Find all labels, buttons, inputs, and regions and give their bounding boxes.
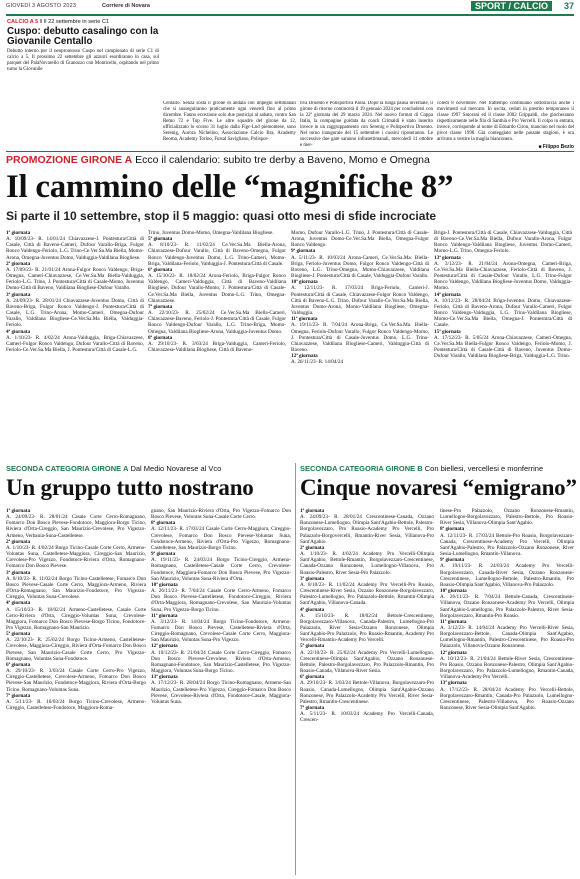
fixture-list: A. 5/11/23- R. 10/03/24 Arona-Cameri, Ce.Ver.Sa.Ma. Biella-Briga, Feriolo-Juventus Domo, Fulgor Ronco Valdengo-Città di Baveno, L.G. Trino-Omegna, Momo-Chiavazzese, Valdilana Biogliese-J. Pontestura/Città di Casale, Valduggia-Dufour Varallo.	[291, 254, 429, 280]
secA-1-column	[6, 508, 146, 874]
fixture-list: A. 26/11/23- R. 14/04/24	[291, 359, 344, 366]
promo-1-column	[6, 230, 144, 462]
fixture-list: gnano, San Maurizio-Riviera d'Orta, Pro Vigezzo-Fomarco Don Bosco Pievese, Voluntas Suna-Casale Corte Cerro.	[151, 508, 291, 521]
round-label: 7ª giornata	[148, 303, 173, 310]
fixture-list: A. 19/11/23- R. 24/03/24 Borgo Ticino-Cireggio, Armeno-Romagnano, Castelletese-Casale Corte Cerro, Crevolese-Fondotoce, Maggiora-Fomarco Don Bosco Pievese, Pro Vigezzo-San Maurizio, Voluntas Suna-Riviera d'Orta.	[151, 557, 291, 582]
fixture-list: A. 19/11/23- R. 7/04/24 Arona-Briga, Ce.Ver.Sa.Ma. Biella-Omegna, Feriolo-Dufour Varallo, Fulgor Ronco Valdengo-Momo, J. Pontestura/Città di Casale-Juventus Domo, L.G. Trino-Chiavazzese, Valdilana Biogliese-Cameri, Valduggia-Città di Baveno.	[291, 322, 429, 353]
round-label: 2ª giornata	[6, 260, 31, 267]
round-label: 13ª giornata	[434, 254, 461, 261]
round-label: 2ª giornata	[300, 544, 325, 551]
secB-kicker	[300, 465, 543, 473]
section-rule	[6, 151, 574, 152]
round-label: 9ª giornata	[151, 551, 176, 558]
fixture-list: A. 22/10/23- R. 25/02/24 Borgo Ticino-Armeno, Castelletese-Crevolese, Maggiora-Cireggio, Riviera d'Orta-Fomarco Don Bosco Pievese, San Maurizio-Casale Corte Cerro, Pro Vigezzo-Romagnano, Voluntas Suna-Fondotoce.	[6, 637, 146, 662]
fixture-list: A. 19/11/23- R. 24/03/24 Academy Pro Vercelli-Borgolavezzaro, Canada-River Sesia, Ozzano Ronzonese-Crescentinese, Lumellogno-Bettole, Palestro-Rmantin, Pro Roasio-Olimpia Sant'Agabio, Villanova-Pro Palazzolo.	[440, 563, 574, 588]
fixture-list: A. 22/10/23- R. 25/02/24 Ce.Ver.Sa.Ma Biella-Cameri, Chiavazzese-Baveno, Feriolo-J. Pontestura/Città di Casale, Fulgor Ronco Valdengo-Dufour Varallo, L.G. Trino-Briga, Momo-Omegna, Valdilana Biogliese-Arona, Valduggia-Juventus Domo.	[148, 310, 286, 335]
fixture-list: A. 8/10/23- R. 11/02/24 Academy Pro Vercelli-Pro Roasio, Crescentinese-River Sesia, Ozzano Ronzonese-Borgolavezzaro, Palestro-Lumellogno, Pro Palazzolo-Bettole, Rmantin-Olimpia Sant'Agabio, Villanova-Canada.	[300, 581, 434, 607]
fixture-list: A. 8/10/23- R. 11/02/24 Ce.Ver.Sa.Ma Biella-Arona, Chiavazzese-Dufour Varallo, Città di Baveno-Omegna, Fulgor Ronco Valdengo-Juventus Domo, L.G. Trino-Cameri, Momo-Briga, Valdilana-Feriolo, Valduggia-J. Pontestura/Città di Casale.	[148, 242, 286, 267]
fixture-list: Briga-J. Pontestura/Città di Casale, Chiavazzese-Valduggia, Città di Baveno-Ce.Ver.Sa.Ma Biella, Dufour Varallo-Arona, Fulgor Ronco Valdengo-Valdilana Biogliese, Juventus Domo-Cameri, Momo-L.G. Trino, Omegna-Feriolo.	[434, 230, 572, 255]
section-label: SPORT / CALCIO	[471, 1, 552, 11]
fixture-list: A. 24/09/23- R. 28/01/24 Crescentinese-Canada, Ozzano Ronzonese-Lumellogno, Olimpia Sant'Agabio-Bettole, Palestro-Borgolavezzaro, Pro Roasio-Academy Pro Vercelli, Pro Palazzolo-Borgovercelli, Rmantin-River Sesia, Villanova-Pro Sant'Agabio.	[300, 514, 434, 545]
fixture-list: A. 12/11/23- R. 17/03/24 Briga-Feriolo, Cameri-J. Pontestura/Città di Casale, Chiavazzese-Fulgor Ronco Valdengo, Città di Baveno-L.G. Trino, Dufour Varallo-Ce.Ver.Sa.Ma Biella, Juventus Domo-Arona, Momo-Valdilana Biogliese, Omegna-Valduggia.	[291, 285, 429, 317]
column-divider	[295, 463, 296, 875]
round-label: 9ª giornata	[440, 557, 465, 564]
secB-tag: SECONDA CATEGORIA GIRONE B	[300, 464, 423, 473]
round-label: 13ª giornata	[440, 680, 467, 687]
cuspo-title: Cuspo: debutto casalingo con la Giovanile Centallo	[7, 26, 159, 47]
fixture-list: A. 26/11/23- R. 7/04/24 Casale Corte Cerro-Armeno, Fomarco Don Bosco Pievese-Castelletese, Fondotoce-Cireggio, Riviera d'Orta-Maggiora, Romagnano-Crevolese, San Maurizio-Voluntas Suna, Pro Vigezzo-Borgo Ticino.	[151, 588, 291, 613]
cuspo-kicker-tag: CALCIO A 5	[7, 19, 39, 25]
round-label: 1ª giornata	[6, 508, 31, 514]
fixture-list: A. 8/10/23- R. 11/02/24 Borgo Ticino-Castelletese, Fomarco Don Bosco Pievese-Casale Corte Cerro, Maggiora-Armeno, Riviera d'Orta-Romagnano, San Maurizio-Fondotoce, Pro Vigezzo-Cireggio, Voluntas Suna-Crevolese.	[6, 575, 146, 601]
fixture-list: A. 10/12/23- R. 28/04/24 Briga-Juventus Domo, Chiavazzese-Feriolo, Città di Baveno-Arona, Dufour Varallo-Cameri, Fulgor Ronco Valdengo-Valduggia, L.G. Trino-Valdilana Biogliese, Momo-Ce.Ver.Sa.Ma Biella, Omegna-J. Pontestura/Città di Casale.	[434, 297, 572, 329]
round-label: 5ª giornata	[300, 643, 325, 650]
cuspo-kicker	[7, 19, 159, 25]
fixture-list: A. 10/12/23- R. 21/04/24 Casale Corte Cerro-Cireggio, Fomarco Don Bosco Pievese-Crevolese, Riviera d'Orta-Armeno, Romagnano-Fondotoce, San Maurizio-Castelletese, Pro Vigezzo-Maggiora, Voluntas Suna-Borgo Ticino.	[151, 649, 291, 675]
cuspo-body-col2: Centallo. Senza sosta il girone di andata con impegni settimanali che si susseguiranno praticamente ogni venerdì fino al primo dicembre. Fanno eccezione solo due posticipi al sabato, contro San Remo 72 e Top Five. Le altre squadre del girone da 12, ufficializzato lo scorso 31 luglio dalla Figc-Lnd piemontese, sono Serenig, Aurora Nichelino, Associazione Calcio Bra, Academy Reoma, Academy Torino, Futsal Savigliano, Polispor-	[163, 101, 296, 142]
secA-kicker	[6, 465, 221, 473]
round-label: 11ª giornata	[440, 618, 467, 625]
fixture-list: A. 15/10/23- R. 18/02/24 Armeno-Castelletese, Casale Corte Cerro-Riviera d'Orta, Cireggio-Voluntas Suna, Crevolese-Maggiora, Fomarco Don Bosco Pievese-Borgo Ticino, Fondotoce-Pro Vigezzo, Romagnano-San Maurizio.	[6, 606, 146, 631]
secB-headline: Cinque novaresi “emigrano”	[300, 475, 577, 500]
round-label: 12ª giornata	[440, 649, 467, 656]
round-label: 8ª giornata	[151, 520, 176, 527]
cuspo-body-col1: Debutto interno per il neopromosso Cuspo nel campionato di serie C1 di calcio a 5. Il prossimo 22 settembre gli azzurri esordiranno in casa, sul parquet del PalaNovarello di Granozzo con Monticello, ospitando nel primo turno la Giovanile	[7, 49, 159, 72]
fixture-list: A. 29/10/23- R. 3/03/24 Casale Corte Cerro-Pro Vigezzo, Cireggio-Castelletese, Crevolese-Armeno, Fomarco Don Bosco Pievese-San Maurizio, Fondotoce-Maggiora, Riviera d'Orta-Borgo Ticino, Romagnano-Voluntas Suna.	[6, 668, 146, 693]
secB-text: Con biellesi, vercellesi e monferrine	[424, 464, 544, 473]
fixture-list: A. 29/10/23- R. 3/03/24 Briga-Valduggia, Cameri-Feriolo, Chiavazzese-Valdilana Biogliese, Città di Baveno-	[148, 340, 286, 353]
round-label: 7ª giornata	[6, 692, 31, 699]
round-label: 5ª giornata	[6, 631, 31, 638]
round-label: 2ª giornata	[6, 538, 31, 545]
round-label: 15ª giornata	[434, 328, 461, 335]
fixture-list: A. 24/09/23- R. 28/01/24 Chiavazzese-Juventus Domo, Città di Baveno-Briga, Fulgor Ronco Valdengo-J. Pontestura/Città di Casale, L.G. Trino-Arona, Momo-Cameri, Omegna-Dufour Varallo, Valdilana Biogliese-Ce.Ver.Sa.Ma Biella, Valduggia-Feriolo.	[6, 297, 144, 329]
cuspo-body-col4: coledì 8 novembre. Nel frattempo continuano sottotraccia anche i movimenti sul mercato. In uscita, ceduti in prestito temporaneo il classe 1997 Smorani ed il classe 2002 Grippaldi, che giocheranno rispettivamente nelle fila di Santhià e Pro Vercelli. Il colpo in entrata, invece, corrisponde al nome di Edoardo Ciron, mancino nel ruolo del pivot classe 1998. Già conteggiato nelle passate stagioni, è ora arrivato a vestire la maglia bianconera.	[437, 101, 574, 142]
promo-kicker	[6, 155, 430, 166]
fixture-list: A. 17/12/23- R. 5/05/24 Arona-Chiavazzese, Cameri-Omegna, Ce.Ver.Sa.Ma Biella-Fulgor Ronco Valdengo, Feriolo-Momo, J. Pontestura/Città di Casale-Città di Baveno, Juventus Domo-Dufour Varallo, Valdilana Biogliese-Briga, Valduggia-L.G. Trino.	[434, 334, 572, 360]
main-headline: Il cammino delle “magnifiche 8”	[6, 169, 454, 205]
cuspo-body-col3: tiva Druento e Polisportiva Pasta. Dopo la lunga pausa invernale, il girone di ritorno comincerà il 19 gennaio 2024 per concludersi con la 22ª giornata del 29 marzo 2024. Nel nuovo format di Coppa Italia, la compagine guidata da coach Crimaldi è stato inserito invece in un raggruppamento con Serenig e Polisportiva Druento. Nel turno inaugurale del 15 settembre i cussini riposeranno. Le successive due gare saranno infrasettimanali, mercoledì 11 ottobre e mer-	[300, 101, 433, 148]
round-label: 3ª giornata	[300, 575, 325, 582]
round-label: 8ª giornata	[440, 526, 465, 533]
round-label: 9ª giornata	[291, 248, 316, 255]
round-label: 3ª giornata	[6, 569, 31, 576]
fixture-list: Momo, Dufour Varallo-L.G. Trino, J. Pontestura/Città di Casale-Arona, Juventus Domo-Ce.Ver.Sa.Ma Biella, Omegna-Fulgor Ronco Valdengo.	[291, 230, 429, 249]
promo-text: Ecco il calendario: subito tre derby a Baveno, Momo e Omegna	[135, 154, 430, 166]
round-label: 11ª giornata	[291, 316, 318, 323]
fixture-list: A. 29/10/23- R. 3/03/24 Bettole-Villanova, Borgolavezzaro-Pro Roasio, Canada-Lumellogno, Olimpia Sant'Agabio-Ozzano Ronzonese, Pro Palazzolo-Academy Pro Vercelli, River Sesia-Palestro, Rmantin-Crescentinese.	[300, 680, 434, 705]
fixture-list: A. 10/09/23- R. 14/01/24 Chiavazzese-J. Pontestura/Città di Casale, Città di Baveno-Cameri, Dufour Varallo-Briga, Fulgor Ronco Valdengo-Feriolo, L.G. Trino-Ce.Ver.Sa.Ma Biella, Momo-Arona, Omegna-Juventus Domo, Valduggia-Valdilana Biogliese.	[6, 236, 144, 261]
fixture-list: A. 5/11/23- R. 10/03/24 Borgo Ticino-Crevolese, Armeno-Cireggio, Castelletese-Fondotoce, Maggiora-Roma-	[6, 698, 146, 711]
round-label: 4ª giornata	[6, 600, 31, 607]
round-label: 8ª giornata	[148, 334, 173, 341]
round-label: 7ª giornata	[300, 705, 325, 711]
round-label: 12ª giornata	[151, 643, 178, 650]
fixture-list: A. 17/12/23- R. 28/04/24 Academy Pro Vercelli-Bettole, Borgolavezzaro-Rmantin, Canada-Pro Palazzolo, Lumellogno-Crescentinese, Palestro-Villanova, Pro Roasio-Ozzano Ronzonese, River Sesia-Olimpia Sant'Agabio.	[440, 686, 574, 711]
fixture-list: A. 17/09/23- R. 21/01/24 Arona-Fulgor Ronco Valdengo, Briga-Omegna, Cameri-Chiavazzese, Ce.Ver.Sa.Ma Biella-Valduggia, Feriolo-L.G. Trino, J. Pontestura/Città di Casale-Momo, Juventus Domo-Città di Baveno, Valdilana Biogliese-Dufour Varallo.	[6, 266, 144, 292]
cuspo-kicker-text: Il 22 settembre in serie C1	[43, 19, 110, 25]
promo-4-column	[434, 230, 572, 462]
round-label: 4ª giornata	[300, 606, 325, 613]
fixture-list: A. 3/12/23- R. 21/04/24 Arona-Omegna, Cameri-Briga, Ce.Ver.Sa.Ma Biella-Chiavazzese, Feriolo-Città di Baveno, J. Pontestura/Città di Casale-Dufour Varallo, L.G. Trino-Fulgor Ronco Valdengo, Valdilana Biogliese-Juventus Domo, Valduggia-Momo.	[434, 260, 572, 292]
secA-tag: SECONDA CATEGORIA GIRONE A	[6, 464, 129, 473]
secB-2-column	[440, 508, 574, 874]
secB-1-column	[300, 508, 434, 874]
round-label: 10ª giornata	[151, 581, 178, 588]
round-label: 5ª giornata	[148, 236, 173, 243]
round-label: 10ª giornata	[440, 588, 467, 595]
round-label: 12ª giornata	[291, 353, 318, 360]
round-label: 6ª giornata	[300, 674, 325, 681]
cuspo-kicker-divider: ‖	[39, 19, 43, 25]
fixture-list: A. 12/11/23- R. 17/03/24 Bettole-Pro Roasio, Borgolavezzaro-Canada, Crescentinese-Academy Pro Vercelli, Olimpia Sant'Agabio-Palestro, Pro Palazzolo-Ozzano Ronzonese, River Sesia-Lumellogno, Rmantin-Villanova.	[440, 532, 574, 558]
sub-headline: Si parte il 10 settembre, stop il 5 maggio: quasi otto mesi di sfide incrociate	[6, 209, 437, 223]
fixture-list: Trino, Juventus Domo-Momo, Omegna-Valdilana Biogliese.	[148, 230, 274, 236]
round-label: 1ª giornata	[300, 508, 325, 514]
round-label: 11ª giornata	[151, 612, 178, 619]
round-label: 1ª giornata	[6, 230, 31, 236]
newspaper-name: Corriere di Novara	[102, 3, 150, 9]
round-label: 14ª giornata	[434, 291, 461, 298]
cuspo-article-lead	[7, 19, 159, 151]
round-label: 13ª giornata	[151, 674, 178, 681]
cuspo-signature: ■ Filippo Bezio	[538, 144, 574, 149]
issue-date: GIOVEDÌ 3 AGOSTO 2023	[6, 3, 77, 9]
fixture-list: A. 15/10/23- R. 18/02/24 Bettole-Crescentinese, Borgolavezzaro-Villanova, Canada-Palestro, Lumellogno-Pro Palazzolo, River Sesia-Ozzano Ronzonese, Olimpia Sant'Agabio-Pro Palazzolo, Pro Roasio-Rmantin, Academy Pro Vercelli-Rmantin-Academy Pro Vercelli.	[300, 612, 434, 644]
fixture-list: A. 17/12/23- R. 28/04/24 Borgo Ticino-Romagnano, Armeno-San Maurizio, Castelletese-Pro Vigezzo, Cireggio-Fomarco Don Bosco Pievese, Crevolese-Riviera d'Orta, Fondotoce-Casale, Maggiora-Voluntas Suna.	[151, 680, 291, 705]
fixture-list: A. 1/10/23- R. 4/02/24 Borgo Ticino-Casale Corte Cerro, Armeno-Voluntas Suna, Castelletese-Maggiora, Cireggio-San Maurizio, Crevolese-Pro Vigezzo, Fondotoce-Riviera d'Orta, Romagnano-Fomarco Don Bosco Pievese.	[6, 544, 146, 570]
round-label: 6ª giornata	[148, 266, 173, 273]
fixture-list: A. 12/11/23- R. 17/03/24 Casale Corte Cerro-Maggiora, Cireggio-Crevolese, Fomarco Don Bosco Pievese-Voluntas Suna, Fondotoce-Armeno, Riviera d'Orta-Pro Vigezzo, Romagnano-Castelletese, San Maurizio-Borgo Ticino.	[151, 526, 291, 551]
header-rule	[6, 14, 574, 16]
fixture-list: A. 15/10/23- R. 18/02/24 Arona-Feriolo, Briga-Fulgor Ronco Valdengo, Cameri-Valduggia, Città di Baveno-Valdilana Biogliese, Dufour Varallo-Momo, J. Pontestura/Città di Casale-Ce.Ver.Sa.Ma Biella, Juventus Domo-L.G. Trino, Omegna-Chiavazzese.	[148, 273, 286, 304]
fixture-list: A. 5/11/23- R. 10/03/24 Academy Pro Vercelli-Canada, Crescen-	[300, 711, 434, 724]
round-label: 3ª giornata	[6, 291, 31, 298]
fixture-list: A. 26/11/23- R. 7/04/24 Bettole-Canada, Crescentinese-Villanova, Ozzano Ronzonese-Academy Pro Vercelli, Olimpia Sant'Agabio-Lumellogno, Pro Palazzolo-Palestro, River Sesia-Borgolavezzaro, Rmantin-Pro Roasio.	[440, 594, 574, 619]
round-label: 10ª giornata	[291, 279, 318, 286]
masthead	[6, 2, 574, 14]
round-label: 6ª giornata	[6, 661, 31, 668]
fixture-list: A. 3/12/23- R. 14/04/24 Academy Pro Vercelli-River Sesia, Borgolavezzaro-Bettole, Canada-Olimpia Sant'Agabio, Lumellogno-Rmantin, Palestro-Crescentinese, Pro Roasio-Pro Palazzolo, Villanova-Ozzano Ronzonese.	[440, 624, 574, 650]
page-number: 37	[563, 1, 574, 11]
round-label: 4ª giornata	[6, 328, 31, 335]
secA-headline: Un gruppo tutto nostrano	[6, 475, 254, 500]
fixture-list: A. 3/12/23- R. 14/04/24 Borgo Ticino-Fondotoce, Armeno-Fomarco Don Bosco Pievese, Castelletese-Riviera d'Orta, Cireggio-Romagnano, Crevolese-Casale Corte Cerro, Maggiora-San Maurizio, Voluntas Suna-Pro Vigezzo.	[151, 618, 291, 644]
fixture-list: A. 1/10/23- R. 4/02/24 Academy Pro Vercelli-Olimpia Sant'Agabio, Bettole-Rmantin, Borgolavezzaro-Crescentinese, Canada-Ozzano Ronzonese, Lumellogno-Villanova, Pro Roasio-Palestro, River Sesia-Pro Palazzolo.	[300, 551, 434, 576]
fixture-list: tinese-Pro Palazzolo, Ozzano Ronzonese-Rmantin, Lumellogno-Borgolavezzaro, Palestro-Bettole, Pro Roasio-River Sesia, Villanova-Olimpia Sant'Agabio.	[440, 508, 574, 527]
fixture-list: A. 22/10/23- R. 25/02/24 Academy Pro Vercelli-Lumellogno, Crescentinese-Olimpia Sant'Agabio, Ozzano Ronzonese-Bettole, Palestro-Borgolavezzaro, Pro Palazzolo-Rmantin, Pro Roasio-Canada, Villanova-River Sesia.	[300, 649, 434, 675]
promo-tag: PROMOZIONE GIRONE A	[6, 154, 133, 166]
secA-2-column	[151, 508, 291, 874]
promo-2-column	[148, 230, 286, 462]
fixture-list: A. 1/10/23- R. 4/02/24 Arona-Valduggia, Briga-Chiavazzese, Cameri-Fulgor Ronco Valdengo, Dufour Varallo-Città di Baveno, Feriolo-Ce.Ver.Sa.Ma Biella, J. Pontestura/Città di Casale-L.G.	[6, 334, 144, 353]
fixture-list: A. 10/12/23- R. 21/04/24 Bettole-River Sesia, Crescentinese-Pro Roasio, Ozzano Ronzonese-Palestro, Olimpia Sant'Agabio-Borgolavezzaro, Pro Palazzolo-Lumellogno, Rmantin-Canada, Villanova-Academy Pro Vercelli.	[440, 655, 574, 681]
secA-text: Dal Medio Novarese al Vco	[130, 464, 222, 473]
cuspo-body-col4-wrap	[437, 101, 574, 149]
fixture-list: A. 24/09/23- R. 28/01/24 Casale Corte Cerro-Romagnano, Fomarco Don Bosco Pievese-Fondotoce, Maggiora-Borgo Ticino, Riviera d'Orta-Cireggio, San Maurizio-Crevolese, Pro Vigezzo-Armeno, Verbania-Suna-Castelletese.	[6, 514, 146, 539]
promo-3-column	[291, 230, 429, 462]
